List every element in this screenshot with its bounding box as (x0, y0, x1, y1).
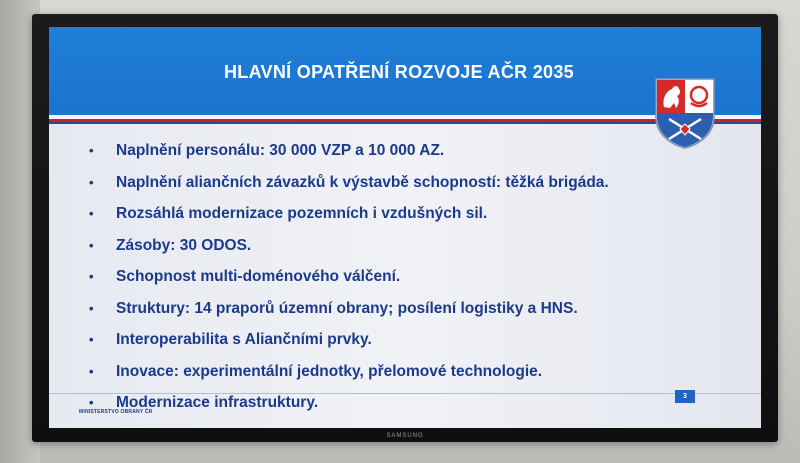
list-item (89, 387, 749, 419)
bullet-text: Inovace: experimentální jednotky, přelomové technologie. (116, 362, 543, 380)
slide-title: HLAVNÍ OPATŘENÍ ROZVOJE AČR 2035 (224, 62, 574, 82)
tv-monitor (32, 14, 778, 442)
bullet-text: Rozsáhlá modernizace pozemních i vzdušných sil. (116, 205, 488, 222)
list-item (89, 324, 749, 356)
presentation-slide (49, 27, 761, 428)
bullet-text: Naplnění aliančních závazků k výstavbě schopností: těžká brigáda. (116, 173, 609, 191)
tv-brand-logo: SAMSUNG (386, 433, 424, 439)
list-item (89, 135, 749, 167)
bullet-text: Schopnost multi-doménového válčení. (116, 268, 401, 285)
list-item (89, 198, 749, 230)
list-item (89, 356, 749, 388)
bullet-text: Interoperabilita s Aliančními prvky. (116, 331, 372, 348)
footer-organization: MINISTERSTVO OBRANY ČR (79, 409, 153, 415)
bullet-text: Modernizace infrastruktury. (116, 394, 319, 411)
bullet-dot: • (89, 174, 94, 190)
bullet-list (89, 135, 749, 419)
bullet-dot: • (89, 395, 94, 410)
list-item (89, 230, 749, 262)
bullet-dot: • (89, 237, 94, 253)
bullet-dot: • (89, 300, 94, 316)
list-item (89, 167, 749, 199)
page-number: 3 (675, 390, 695, 403)
bullet-dot: • (89, 143, 94, 158)
bullet-dot: • (89, 363, 94, 379)
list-item (89, 293, 749, 325)
bullet-text: Naplnění personálu: 30 000 VZP a 10 000 AZ. (116, 142, 445, 159)
footer-divider (49, 393, 761, 394)
bullet-dot: • (89, 332, 94, 347)
list-item (89, 261, 749, 293)
bullet-text: Struktury: 14 praporů územní obrany; posílení logistiky a HNS. (116, 299, 578, 317)
bullet-text: Zásoby: 30 ODOS. (116, 236, 252, 254)
bullet-dot: • (89, 269, 94, 284)
bullet-dot: • (89, 206, 94, 221)
